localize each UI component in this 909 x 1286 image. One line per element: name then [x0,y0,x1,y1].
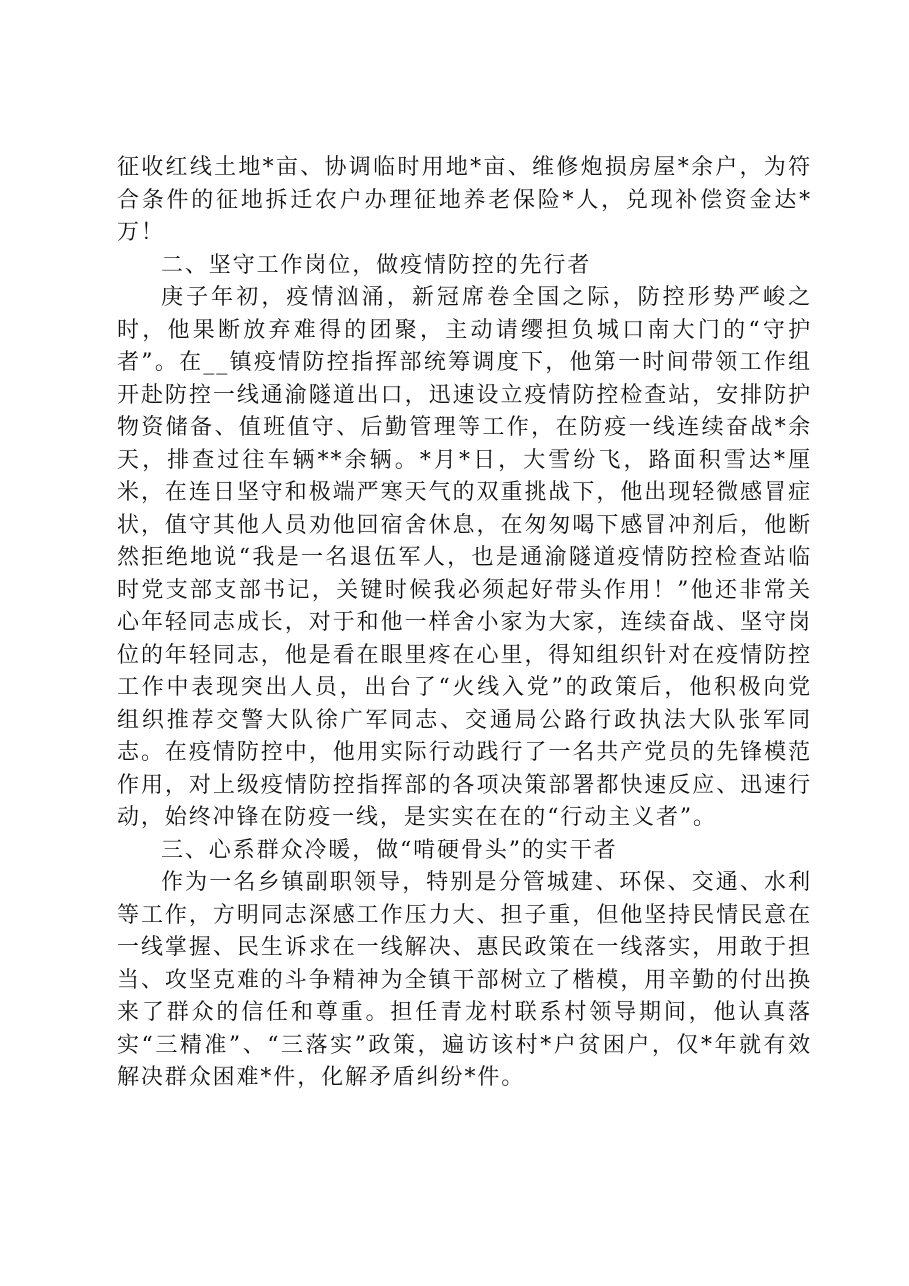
document-body [117,152,812,1095]
section-heading-2: 二、坚守工作岗位，做疫情防控的先行者 [161,252,592,278]
section-heading-3: 三、心系群众冷暖，做“啃硬骨头”的实干者 [161,837,618,863]
paragraph-epidemic-prevention: 庚子年初，疫情汹涌，新冠席卷全国之际，防控形势严峻之时，他果断放弃难得的团聚，主动请缨担负城口南大门的“守护者”。在__镇疫情防控指挥部统筹调度下，他第一时间带领工作组开赴防控一线通渝隧道出口，迅速设立疫情防控检查站，安排防护物资储备、值班值守、后勤管理等工作，在防疫一线连续奋战*余天，排查过往车辆**余辆。*月*日，大雪纷飞，路面积雪达*厘米，在连日坚守和极端严寒天气的双重挑战下，他出现轻微感冒症状，值守其他人员劝他回宿舍休息，在匆匆喝下感冒冲剂后，他断然拒绝地说“我是一名退伍军人，也是通渝隧道疫情防控检查站临时党支部支部书记，关键时候我必须起好带头作用！”他还非常关心年轻同志成长，对于和他一样舍小家为大家，连续奋战、坚守岗位的年轻同志，他是看在眼里疼在心里，得知组织针对在疫情防控工作中表现突出人员，出台了“火线入党”的政策后，他积极向党组织推荐交警大队徐广军同志、交通局公路行政执法大队张军同志。在疫情防控中，他用实际行动践行了一名共产党员的先锋模范作用，对上级疫情防控指挥部的各项决策部署都快速反应、迅速行动，始终冲锋在防疫一线，是实实在在的“行动主义者”。 [117,285,812,830]
paragraph-continuation: 征收红线土地*亩、协调临时用地*亩、维修炮损房屋*余户，为符合条件的征地拆迁农户办理征地养老保险*人，兑现补偿资金达*万！ [117,155,812,245]
paragraph-serving-masses: 作为一名乡镇副职领导，特别是分管城建、环保、交通、水利等工作，方明同志深感工作压力大、担子重，但他坚持民情民意在一线掌握、民生诉求在一线解决、惠民政策在一线落实，用敢于担当、攻坚克难的斗争精神为全镇干部树立了楷模，用辛勤的付出换来了群众的信任和尊重。担任青龙村联系村领导期间，他认真落实“三精准”、“三落实”政策，遍访该村*户贫困户，仅*年就有效解决群众困难*件，化解矛盾纠纷*件。 [117,870,812,1090]
